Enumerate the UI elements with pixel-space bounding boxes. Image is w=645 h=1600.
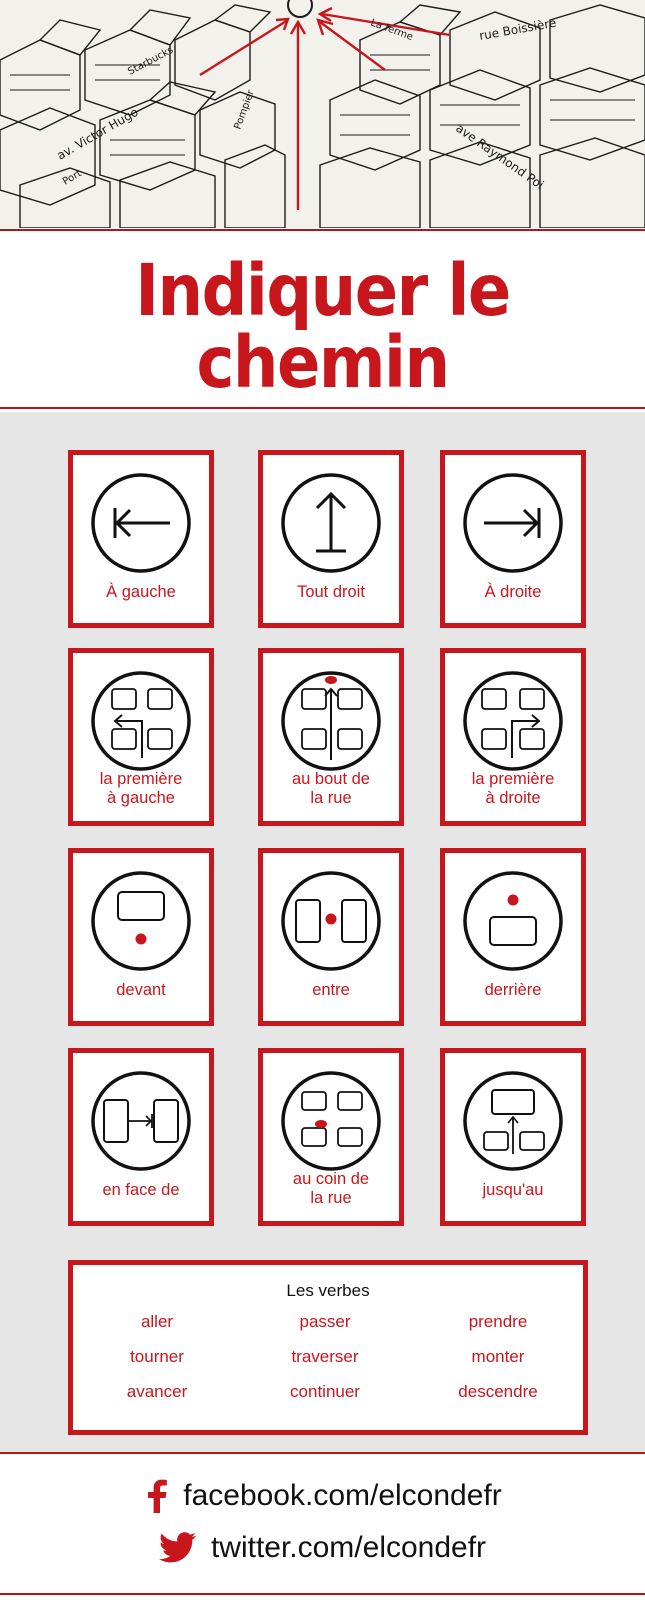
card-label: À gauche [106, 583, 176, 601]
verb-item: descendre [458, 1382, 538, 1401]
facebook-link[interactable] [0, 1479, 645, 1513]
card-label: la première à droite [471, 770, 555, 807]
card-label: en face de [102, 1181, 180, 1199]
facebook-icon [143, 1479, 169, 1513]
twitter-link[interactable] [0, 1531, 645, 1565]
card-label: À droite [484, 583, 542, 601]
verbs-title: Les verbes [286, 1281, 370, 1300]
twitter-url: twitter.com/elcondefr [210, 1531, 487, 1564]
first-right-icon [462, 670, 564, 772]
street-map-drawing [0, 0, 645, 228]
divider-line [0, 407, 645, 409]
between-icon [280, 870, 382, 972]
direction-card-gauche [68, 450, 214, 628]
card-label: devant [116, 981, 166, 999]
page-title: Indiquer le chemin [135, 250, 510, 405]
card-label: au bout de la rue [292, 770, 370, 807]
direction-card-premiere-gauche [68, 648, 214, 826]
behind-icon [462, 870, 564, 972]
direction-card-droite [440, 450, 586, 628]
hero-street-sketch [0, 0, 645, 228]
direction-card-entre [258, 848, 404, 1026]
direction-card-jusqu-au [440, 1048, 586, 1226]
divider-line [0, 1593, 645, 1595]
verb-item: monter [471, 1347, 525, 1366]
card-label: entre [312, 981, 350, 999]
arrow-up-icon [280, 472, 382, 574]
verb-item: continuer [290, 1382, 360, 1401]
card-label: jusqu'au [482, 1181, 544, 1199]
direction-card-derriere [440, 848, 586, 1026]
until-icon [462, 1070, 564, 1172]
street-label-port: Port [61, 168, 84, 188]
arrow-left-icon [90, 472, 192, 574]
social-footer [0, 1455, 645, 1595]
street-label-boissiere: rue Boissière [478, 15, 558, 43]
opposite-icon [90, 1070, 192, 1172]
verb-item: aller [140, 1312, 174, 1331]
in-front-icon [90, 870, 192, 972]
card-label: au coin de la rue [292, 1170, 370, 1207]
street-label-victor-hugo: av. Victor Hugo [54, 104, 141, 163]
verb-item: prendre [468, 1312, 528, 1331]
verb-item: avancer [126, 1382, 188, 1401]
verb-item: passer [299, 1312, 351, 1331]
verb-item: traverser [291, 1347, 359, 1366]
street-label-la-ferme: La ferme [368, 17, 415, 44]
card-label: derrière [484, 981, 542, 999]
street-label-pompier: Pompier [232, 88, 257, 132]
verb-item: tourner [130, 1347, 184, 1366]
card-label: la première à gauche [99, 770, 183, 807]
first-left-icon [90, 670, 192, 772]
direction-card-tout-droit [258, 450, 404, 628]
end-of-street-icon [280, 670, 382, 772]
title-block [0, 238, 645, 406]
direction-card-en-face [68, 1048, 214, 1226]
divider-line [0, 1452, 645, 1454]
direction-card-devant [68, 848, 214, 1026]
direction-card-bout-rue [258, 648, 404, 826]
street-label-raymond: ave Raymond Poi [453, 120, 547, 192]
verbs-box [68, 1260, 588, 1435]
direction-card-coin-rue [258, 1048, 404, 1226]
street-label-starbucks: Starbucks [126, 44, 176, 78]
facebook-url: facebook.com/elcondefr [183, 1479, 502, 1512]
direction-card-premiere-droite [440, 648, 586, 826]
twitter-icon [159, 1532, 197, 1564]
arrow-right-icon [462, 472, 564, 574]
card-label: Tout droit [297, 583, 365, 601]
corner-icon [280, 1070, 382, 1172]
